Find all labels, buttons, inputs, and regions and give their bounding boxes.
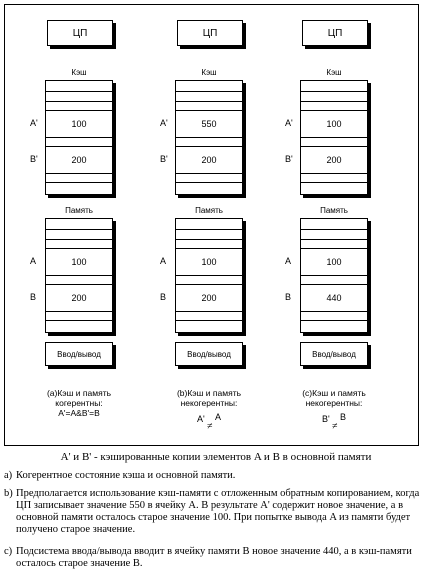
slot-line [46,91,112,92]
slot-line [176,91,242,92]
cpu-box: ЦП [302,20,368,46]
column-b [160,0,305,440]
cache-stack [300,80,368,195]
cache-label: Кэш [201,68,217,77]
slot-line [176,182,242,183]
note-marker: c) [4,546,13,557]
cache-stack [45,80,113,195]
caption-line: когерентны: [55,398,103,408]
memory-cell: 200 [176,284,242,312]
memory-row-label: B [285,292,292,302]
cache-cell: 200 [301,146,367,174]
cache-row-label: A' [285,118,293,128]
slot-line [46,239,112,240]
note-b [4,488,430,536]
caption-line: (c)Кэш и память [302,388,366,398]
cache-row-label: B' [160,154,168,164]
cpu-box: ЦП [177,20,243,46]
cache-row-label: B' [285,154,293,164]
caption-line: A'=A&B'=B [58,408,100,418]
slot-line [176,320,242,321]
slot-line [46,229,112,230]
slot-line [301,320,367,321]
note-marker: a) [4,470,13,481]
io-box: Ввод/вывод [300,342,368,366]
slot-line [301,239,367,240]
column-a [30,0,175,440]
footnote: A' и B' - кэшированные копии элементов A и B в основной памяти [60,451,372,463]
memory-stack [45,218,113,333]
slot-line [301,182,367,183]
memory-cell: 200 [46,284,112,312]
memory-stack [175,218,243,333]
cache-row-label: A' [160,118,168,128]
relation-right: A [215,412,222,422]
cache-cell: 550 [176,110,242,138]
cache-row-label: B' [30,154,38,164]
not-equal-sign: ≠ [332,421,338,432]
relation-right: B [340,412,347,422]
slot-line [176,229,242,230]
memory-label: Память [320,206,348,215]
slot-line [301,229,367,230]
relation-left: B' [322,414,330,424]
cache-cell: 200 [176,146,242,174]
slot-line [301,101,367,102]
cache-label: Кэш [326,68,342,77]
memory-label: Память [195,206,223,215]
not-equal-sign: ≠ [207,421,213,432]
memory-row-label: B [30,292,37,302]
memory-row-label: B [160,292,167,302]
caption-line: некогерентны: [180,398,238,408]
relation-left: A' [197,414,205,424]
caption-line: (a)Кэш и память [46,388,112,398]
cache-cell: 100 [46,110,112,138]
slot-line [46,101,112,102]
slot-line [176,101,242,102]
memory-cell: 100 [46,248,112,276]
column-c [285,0,430,440]
note-c [4,546,430,570]
memory-row-label: A [30,256,37,266]
memory-cell: 100 [176,248,242,276]
cache-cell: 200 [46,146,112,174]
note-marker: b) [4,488,13,499]
note-a [4,470,430,482]
slot-line [46,182,112,183]
caption-line: (b)Кэш и память [176,388,242,398]
cache-label: Кэш [71,68,87,77]
cache-row-label: A' [30,118,38,128]
memory-cell: 440 [301,284,367,312]
io-box: Ввод/вывод [45,342,113,366]
memory-row-label: A [285,256,292,266]
cache-cell: 100 [301,110,367,138]
slot-line [46,320,112,321]
memory-row-label: A [160,256,167,266]
io-box: Ввод/вывод [175,342,243,366]
cache-stack [175,80,243,195]
note-text: Подсистема ввода/вывода вводит в ячейку памяти B новое значение 440, а в кэш-памяти осталось старое значение B. [16,546,412,569]
note-text: Предполагается использование кэш-памяти с отложенным обратным копированием, когда ЦП записывает значение 550 в ячейку A. В результате A' содержит новое значение, а в основной памяти осталось старое значение 100. При попытке вывода A из памяти будет получено старое значение. [16,488,420,535]
memory-stack [300,218,368,333]
memory-cell: 100 [301,248,367,276]
note-text: Когерентное состояние кэша и основной памяти. [16,470,236,481]
caption-line: некогерентны: [305,398,363,408]
cpu-box: ЦП [47,20,113,46]
slot-line [301,91,367,92]
slot-line [176,239,242,240]
memory-label: Память [65,206,93,215]
